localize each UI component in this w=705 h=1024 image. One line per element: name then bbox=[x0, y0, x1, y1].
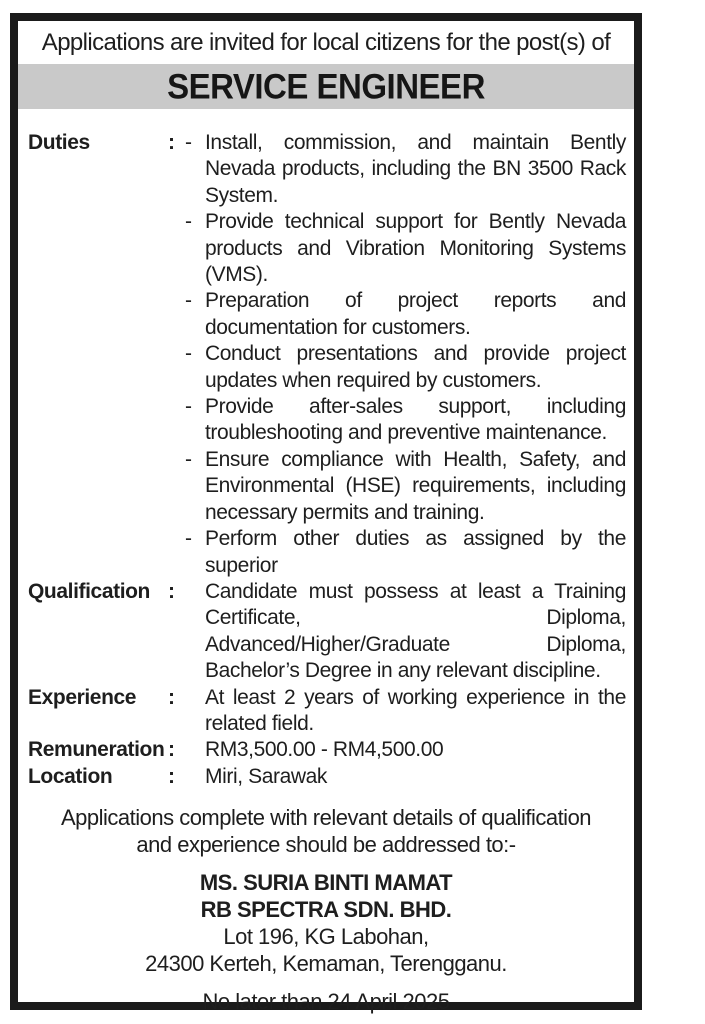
location-colon: : bbox=[168, 764, 175, 788]
qualification-text: Candidate must possess at least a Training Certificate, Diploma, Advanced/Higher/Graduate Diploma, Bachelor’s Degree in any relevant discipline. bbox=[205, 579, 626, 683]
qualification-label: Qualification bbox=[28, 579, 150, 603]
application-deadline: No later than 24 April 2025 bbox=[202, 989, 450, 1015]
contact-name: MS. SURIA BINTI MAMAT bbox=[199, 870, 453, 896]
section-experience bbox=[28, 685, 626, 738]
experience-text: At least 2 years of working experience in the related field. bbox=[205, 685, 626, 735]
duty-item bbox=[185, 341, 626, 394]
contact-address-line1: Lot 196, KG Labohan, bbox=[223, 924, 429, 950]
bullet-dash: - bbox=[185, 289, 192, 313]
duty-item bbox=[185, 526, 626, 579]
duty-text: Provide after-sales support, including troubleshooting and preventive maintenance. bbox=[205, 395, 626, 445]
section-qualification bbox=[28, 579, 626, 685]
contact-address-line2: 24300 Kerteh, Kemaman, Terengganu. bbox=[145, 951, 507, 977]
duty-text: Install, commission, and maintain Bently Nevada products, including the BN 3500 Rack System. bbox=[205, 131, 626, 207]
bullet-dash: - bbox=[185, 342, 192, 366]
closing-instructions: Applications complete with relevant details of qualification and experience should be addressed to:- bbox=[60, 805, 592, 858]
bullet-dash: - bbox=[185, 210, 192, 234]
location-label: Location bbox=[28, 764, 113, 788]
section-remuneration bbox=[28, 737, 626, 763]
bullet-dash: - bbox=[185, 131, 192, 154]
duty-item bbox=[185, 130, 626, 209]
qualification-colon: : bbox=[168, 579, 175, 603]
experience-label: Experience bbox=[28, 685, 137, 709]
duties-colon: : bbox=[168, 131, 175, 154]
remuneration-label: Remuneration bbox=[28, 738, 165, 762]
duty-item bbox=[185, 288, 626, 341]
duty-text: Perform other duties as assigned by the superior bbox=[205, 527, 626, 577]
duty-text: Preparation of project reports and documentation for customers. bbox=[205, 289, 626, 339]
job-title: SERVICE ENGINEER bbox=[167, 66, 485, 106]
ad-body bbox=[18, 109, 634, 790]
bullet-dash: - bbox=[185, 395, 192, 419]
contact-company: RB SPECTRA SDN. BHD. bbox=[200, 897, 452, 923]
section-duties bbox=[28, 130, 626, 579]
duty-text: Ensure compliance with Health, Safety, and Environmental (HSE) requirements, including necessary permits and training. bbox=[205, 447, 626, 524]
duty-item bbox=[185, 394, 626, 447]
bullet-dash: - bbox=[185, 527, 192, 551]
duty-text: Conduct presentations and provide project updates when required by customers. bbox=[205, 342, 626, 392]
experience-colon: : bbox=[168, 685, 175, 709]
job-title-bar bbox=[18, 64, 634, 109]
duty-item bbox=[185, 447, 626, 526]
remuneration-text: RM3,500.00 - RM4,500.00 bbox=[205, 738, 444, 762]
ad-frame bbox=[10, 13, 642, 1015]
duty-item bbox=[185, 209, 626, 288]
duties-list bbox=[185, 130, 626, 579]
duties-label: Duties bbox=[28, 131, 90, 154]
intro-line: Applications are invited for local citizens for the post(s) of bbox=[41, 29, 611, 56]
location-text: Miri, Sarawak bbox=[205, 764, 327, 788]
duty-text: Provide technical support for Bently Nevada products and Vibration Monitoring Systems (VMS). bbox=[205, 210, 626, 287]
contact-block bbox=[18, 869, 634, 977]
remuneration-colon: : bbox=[168, 738, 175, 762]
bullet-dash: - bbox=[185, 447, 192, 471]
section-location bbox=[28, 764, 626, 790]
